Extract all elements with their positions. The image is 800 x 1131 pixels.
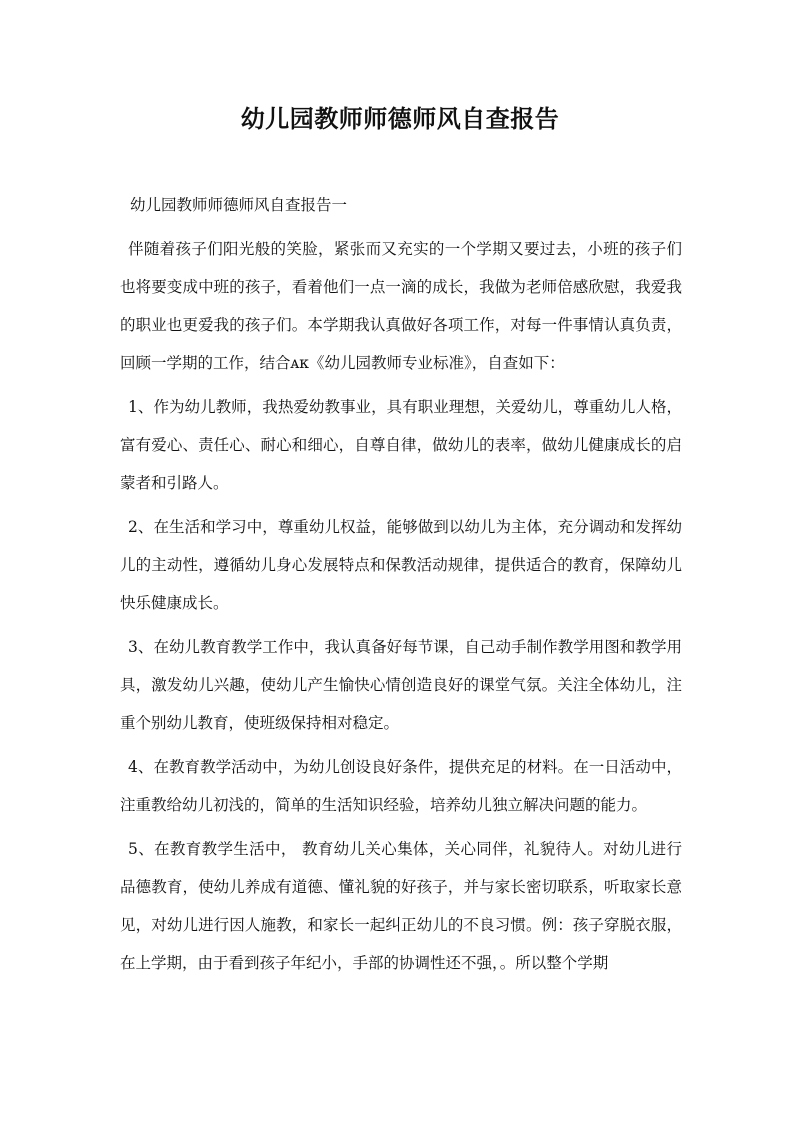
paragraph-item-4: 4、在教育教学活动中，为幼儿创设良好条件，提供充足的材料。在一日活动中，注重教给幼儿初浅的，简单的生活知识经验，培养幼儿独立解决问题的能力。 xyxy=(120,758,682,814)
document-body xyxy=(120,186,682,982)
paragraph-item-1: 1、作为幼儿教师，我热爱幼教事业，具有职业理想，关爱幼儿，尊重幼儿人格，富有爱心、责任心、耐心和细心，自尊自律，做幼儿的表率，做幼儿健康成长的启蒙者和引路人。 xyxy=(120,398,682,492)
paragraph-intro: 伴随着孩子们阳光般的笑脸，紧张而又充实的一个学期又要过去，小班的孩子们也将要变成中班的孩子，看着他们一点一滴的成长，我做为老师倍感欣慰，我爱我的职业也更爱我的孩子们。本学期我认真做好各项工作，对每一件事情认真负责，回顾一学期的工作，结合ᴀᴋ《幼儿园教师专业标准》，自查如下： xyxy=(120,240,682,372)
paragraph-item-3: 3、在幼儿教育教学工作中，我认真备好每节课，自己动手制作教学用图和教学用具，激发幼儿兴趣，使幼儿产生愉快心情创造良好的课堂气氛。关注全体幼儿，注重个别幼儿教育，使班级保持相对稳定。 xyxy=(120,638,682,732)
document-title: 幼儿园教师师德师风自查报告 xyxy=(240,104,560,133)
section-subtitle: 幼儿园教师师德师风自查报告一 xyxy=(130,196,348,214)
paragraph-item-5: 5、在教育教学生活中， 教育幼儿关心集体，关心同伴，礼貌待人。对幼儿进行品德教育，使幼儿养成有道德、懂礼貌的好孩子，并与家长密切联系，听取家长意见，对幼儿进行因人施教，和家长一起纠正幼儿的不良习惯。例：孩子穿脱衣服，在上学期，由于看到孩子年纪小，手部的协调性还不强，。所以整个学期 xyxy=(120,840,682,972)
paragraph-item-2: 2、在生活和学习中，尊重幼儿权益，能够做到以幼儿为主体，充分调动和发挥幼儿的主动性，遵循幼儿身心发展特点和保教活动规律，提供适合的教育，保障幼儿快乐健康成长。 xyxy=(120,518,682,612)
